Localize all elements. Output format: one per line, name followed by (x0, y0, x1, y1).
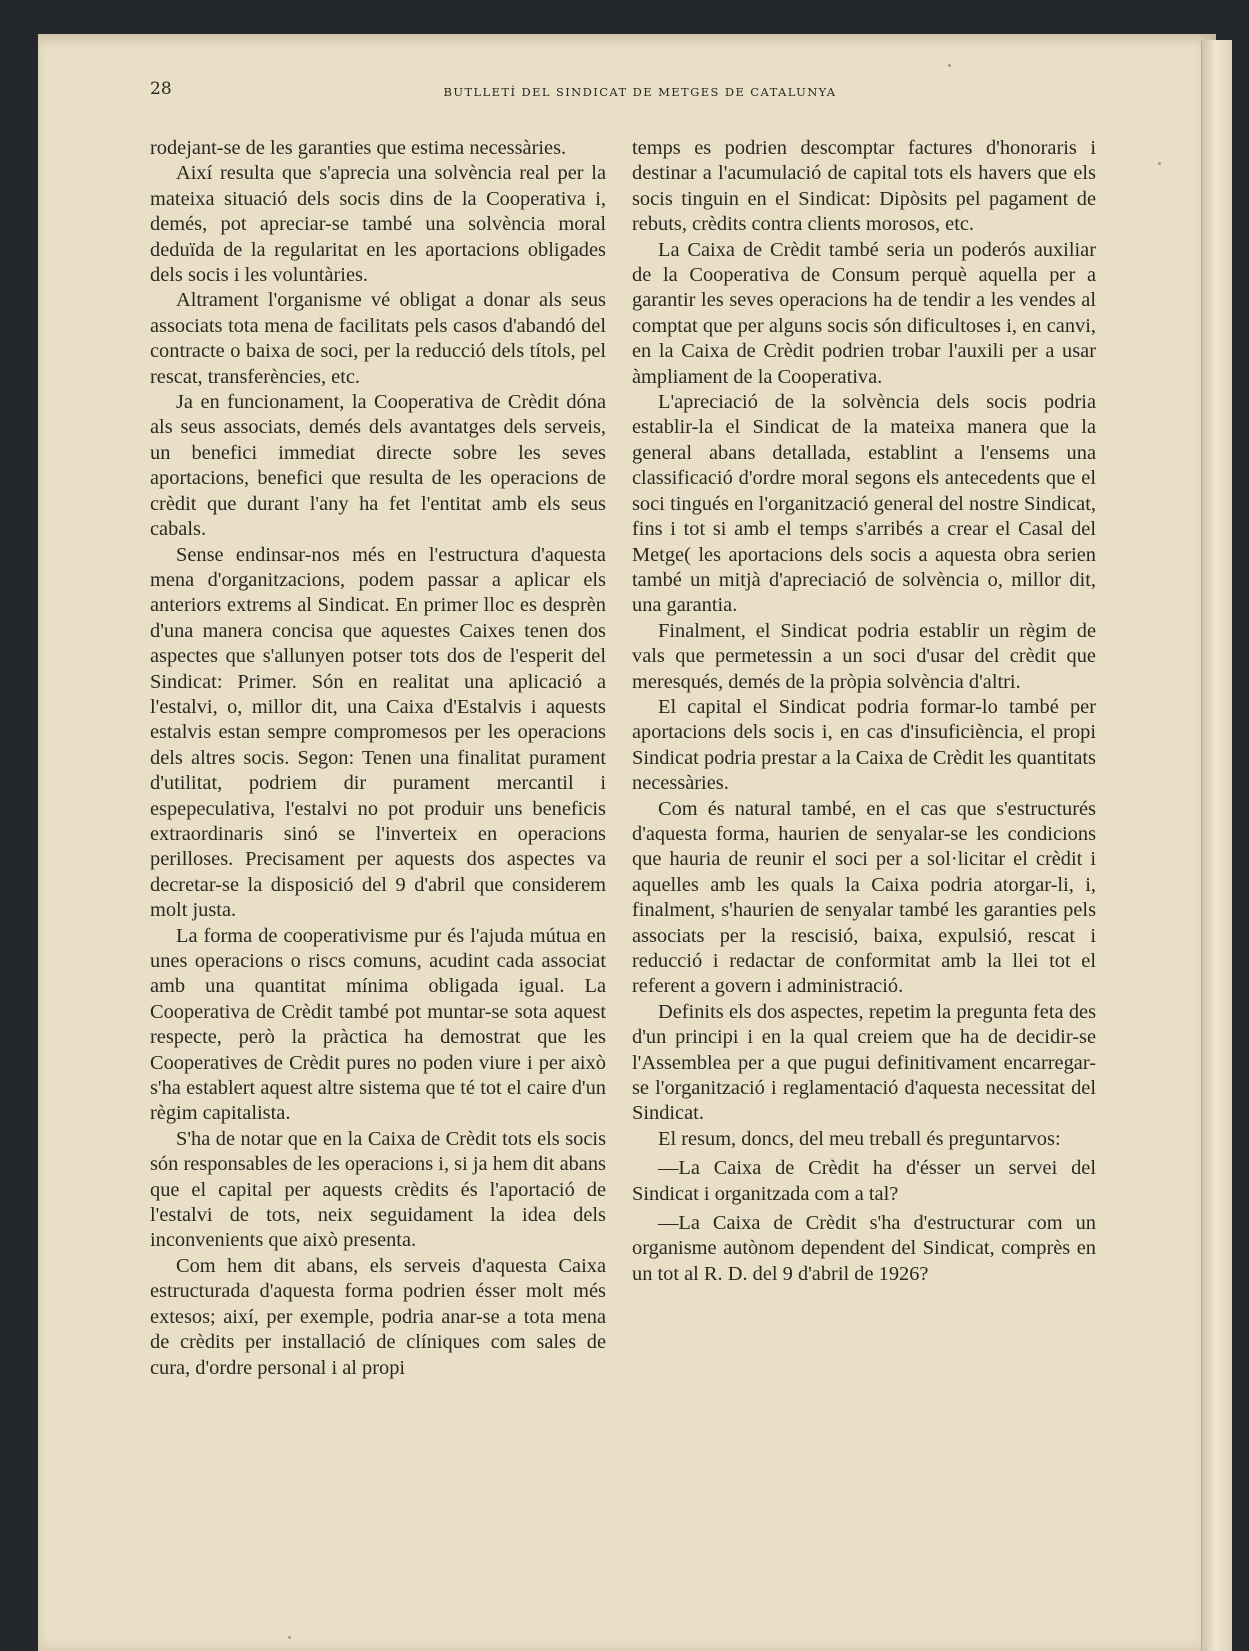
paragraph: Finalment, el Sindicat podria establir un règim de vals que permetessin a un soci d'usar del crèdit que meresqués, demés de la pròpia solvència d'altri. (632, 619, 1096, 693)
paragraph: L'apreciació de la solvència dels socis podria establir-la el Sindicat de la mateixa manera que la general abans detallada, establint a l'ensems una classificació d'ordre moral segons els antecedents que el soci tingués en l'organització general del nostre Sindicat, fins i tot si amb el temps s'arribés a crear el Casal del Metge( les aportacions dels socis a aquesta obra serien també un mitjà d'apreciació de solvència o, millor dit, una garantia. (632, 391, 1096, 617)
paragraph: La Caixa de Crèdit també seria un poderós auxiliar de la Cooperativa de Consum perquè aquella per a garantir les seves operacions ha de tendir a les vendes al comptat que per alguns socis són dificultoses i, en canvi, en la Caixa de Crèdit podrien trobar l'auxili per a usar àmpliament de la Cooperativa. (632, 238, 1096, 388)
paragraph: Altrament l'organisme vé obligat a donar als seus associats tota mena de facilitats pels casos d'abandó del contracte o baixa de soci, per la reducció dels títols, pel rescat, transferències, etc. (150, 289, 606, 388)
paragraph: El capital el Sindicat podria formar-lo també per aportacions dels socis i, en cas d'insuficiència, el propi Sindicat podria prestar a la Caixa de Crèdit les quantitats necessàries. (632, 695, 1096, 795)
question-paragraph: —La Caixa de Crèdit s'ha d'estructurar com un organisme autònom dependent del Sindicat, comprès en un tot al R. D. del 9 d'abril de 1926? (632, 1212, 1096, 1285)
print-speck (948, 64, 951, 67)
paragraph: Així resulta que s'aprecia una solvència real per la mateixa situació dels socis dins de la Cooperativa i, demés, pot apreciar-se també una solvència moral deduïda de la regularitat en les aportacions obligades dels socis i les voluntàries. (150, 162, 606, 287)
right-column (632, 136, 1096, 1287)
running-head: BUTLLETÍ DEL SINDICAT DE METGES DE CATALUNYA (443, 85, 837, 99)
paragraph: Com és natural també, en el cas que s'estructurés d'aquesta forma, haurien de senyalar-se les condicions que hauria de reunir el soci per a sol·licitar el crèdit i aquelles amb les quals la Caixa podria atorgar-li, i, finalment, s'haurien de senyalar també les garanties pels associats per la rescisió, baixa, expulsió, rescat i reducció i redactar de conformitat amb la llei tot el referent a govern i administració. (632, 797, 1096, 998)
book-page-edge (1201, 40, 1232, 1651)
paragraph: Sense endinsar-nos més en l'estructura d'aquesta mena d'organitzacions, podem passar a aplicar els anteriors extrems al Sindicat. En primer lloc es desprèn d'una manera concisa que aquestes Caixes tenen dos aspectes que s'allunyen potser tots dos de l'esperit del Sindicat: Primer. Són en realitat una aplicació a l'estalvi, o, millor dit, una Caixa d'Estalvis i aquests estalvis estan sempre compromesos per les operacions dels altres socis. Segon: Tenen una finalitat purament d'utilitat, podriem dir purament mercantil i espepeculativa, l'estalvi no pot produir uns beneficis extraordinaris sinó se l'inverteix en operacions perilloses. Precisament per aquests dos aspectes va decretar-se la disposició del 9 d'abril que considerem molt justa. (150, 543, 606, 922)
print-speck (288, 1636, 291, 1639)
paragraph: S'ha de notar que en la Caixa de Crèdit tots els socis són responsables de les operacions i, si ja hem dit abans que el capital per aquests crèdits és l'aportació de l'estalvi de tots, neix seguidament la idea dels inconvenients que això presenta. (150, 1127, 606, 1252)
paragraph: Ja en funcionament, la Cooperativa de Crèdit dóna als seus associats, demés dels avantatges dels serveis, un benefici immediat directe sobre les seves aportacions, benefici que resulta de les operacions de crèdit que durant l'any ha fet l'entitat amb els seus cabals. (150, 391, 606, 541)
print-speck (1158, 162, 1161, 165)
paragraph: Com hem dit abans, els serveis d'aquesta Caixa estructurada d'aquesta forma podrien ésser molt més extesos; així, per exemple, podria anar-se a tota mena de crèdits per installació de clíniques com sales de cura, d'ordre personal i al propi (150, 1254, 606, 1379)
page-number: 28 (150, 79, 172, 99)
question-paragraph: —La Caixa de Crèdit ha d'ésser un servei del Sindicat i organitzada com a tal? (632, 1157, 1096, 1205)
paragraph: La forma de cooperativisme pur és l'ajuda mútua en unes operacions o riscs comuns, acudint cada associat amb una quantitat mínima obligada igual. La Cooperativa de Crèdit també pot muntar-se sota aquest respecte, però la pràctica ha demostrat que les Cooperatives de Crèdit pures no poden viure i per això s'ha establert aquest altre sistema que té tot el caire d'un règim capitalista. (150, 924, 606, 1125)
left-column (150, 136, 606, 1381)
paragraph: temps es podrien descomptar factures d'honoraris i destinar a l'acumulació de capital tots els havers que els socis tinguin en el Sindicat: Dipòsits pel pagament de rebuts, crèdits contra clients morosos, etc. (632, 137, 1096, 236)
paragraph: rodejant-se de les garanties que estima necessàries. (150, 137, 567, 159)
paragraph: Definits els dos aspectes, repetim la pregunta feta des d'un principi i en la qual creiem que ha de decidir-se l'Assemblea per a que pugui definitivament encarregar-se l'organització i reglamentació d'aquesta necessitat del Sindicat. (632, 1000, 1096, 1125)
paragraph: El resum, doncs, del meu treball és preguntarvos: (658, 1127, 1061, 1150)
